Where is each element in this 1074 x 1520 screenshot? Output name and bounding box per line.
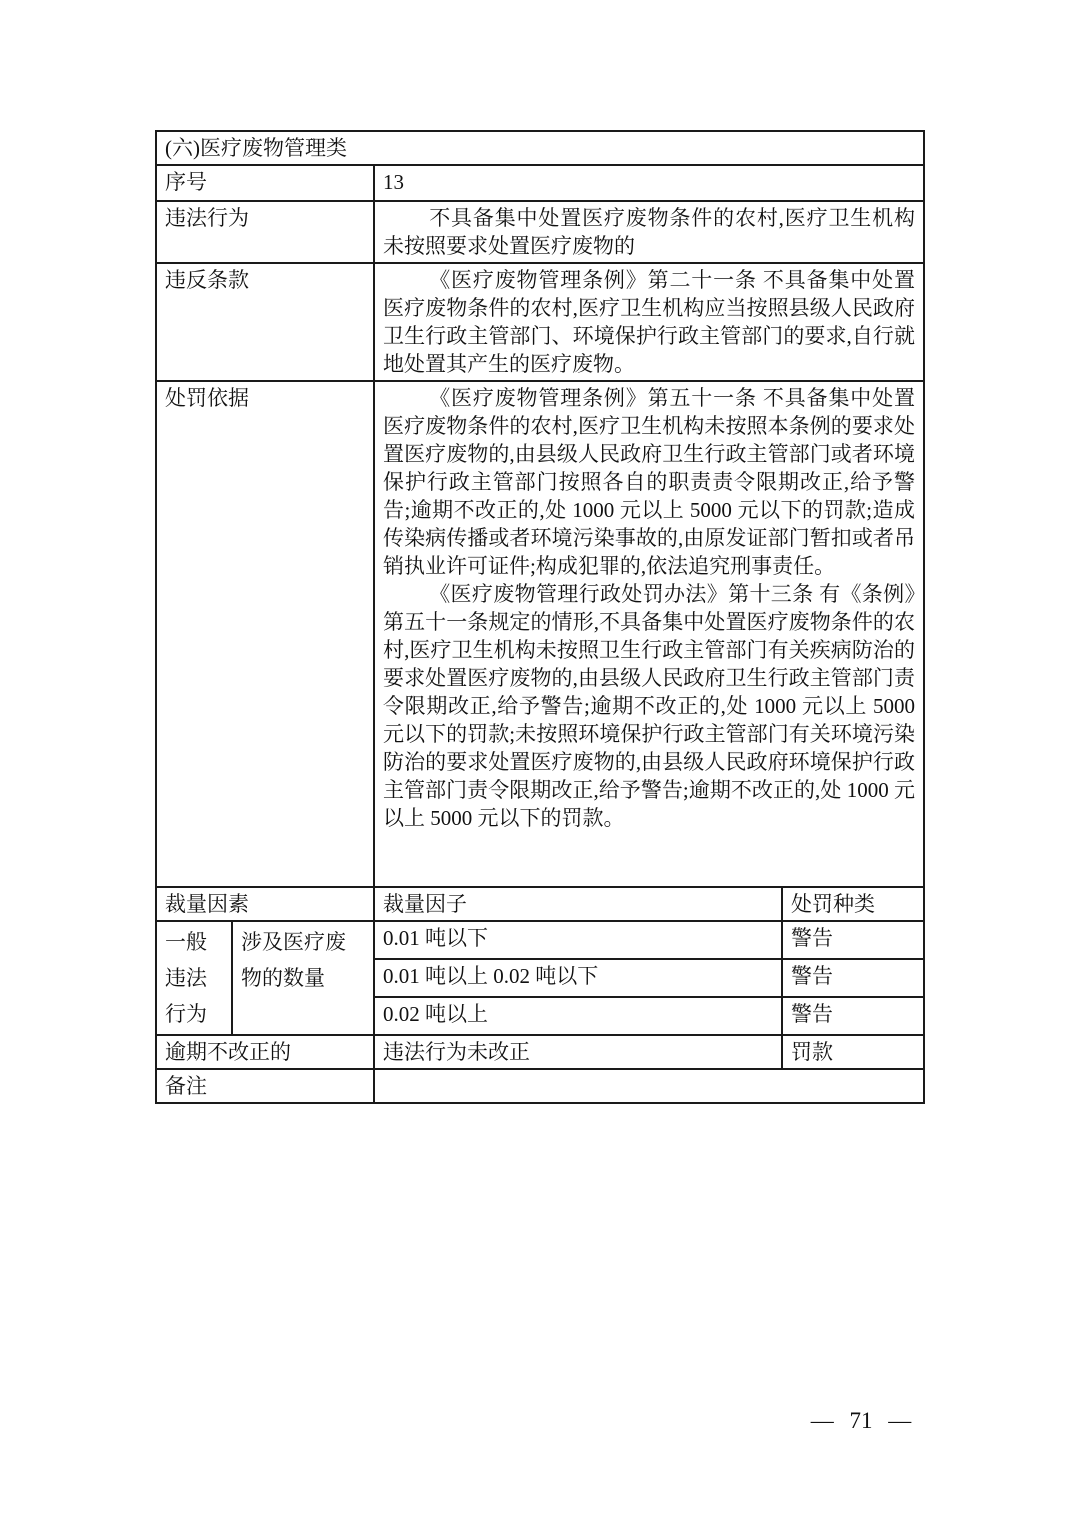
serial-value: 13 <box>374 165 924 201</box>
waste-quantity-label: 涉及医疗废物的数量 <box>232 921 374 1035</box>
remark-row <box>156 1069 924 1103</box>
violation-value-cell <box>374 201 924 263</box>
penalty-basis-row <box>156 381 924 887</box>
overdue-label: 逾期不改正的 <box>156 1035 374 1069</box>
factor-value-2: 0.01 吨以上 0.02 吨以下 <box>374 959 782 997</box>
clause-value: 《医疗废物管理条例》第二十一条 不具备集中处置医疗废物条件的农村,医疗卫生机构应当按照县级人民政府卫生行政主管部门、环境保护行政主管部门的要求,自行就地处置其产生的医疗废物。 <box>383 268 915 376</box>
penalty-basis-label: 处罚依据 <box>156 381 374 887</box>
penalty-basis-paragraph-2: 《医疗废物管理行政处罚办法》第十三条 有《条例》第五十一条规定的情形,不具备集中处置医疗废物条件的农村,医疗卫生机构未按照卫生行政主管部门有关疾病防治的要求处置医疗废物的,由县级人民政府卫生行政主管部门责令限期改正,给予警告;逾期不改正的,处 1000 元以上 5000 元以下的罚款;未按照环境保护行政主管部门有关环境污染防治的要求处置医疗废物的,由县级人民政府环境保护行政主管部门责令限期改正,给予警告;逾期不改正的,处 1000 元以上 5000 元以下的罚款。 <box>383 582 915 830</box>
serial-row <box>156 165 924 201</box>
remark-value <box>374 1069 924 1103</box>
discretion-header-row <box>156 887 924 921</box>
violation-value: 不具备集中处置医疗废物条件的农村,医疗卫生机构未按照要求处置医疗废物的 <box>383 206 915 258</box>
regulation-table <box>155 130 925 1104</box>
violation-row <box>156 201 924 263</box>
remark-label: 备注 <box>156 1069 374 1103</box>
discretion-row-1 <box>156 921 924 959</box>
section-title-row <box>156 131 924 165</box>
discretion-penalty-col-header: 处罚种类 <box>782 887 924 921</box>
clause-value-cell <box>374 263 924 381</box>
discretion-factor-col-header: 裁量因子 <box>374 887 782 921</box>
discretion-factor-header: 裁量因素 <box>156 887 374 921</box>
factor-value-3: 0.02 吨以上 <box>374 997 782 1035</box>
clause-row <box>156 263 924 381</box>
overdue-penalty-value: 罚款 <box>782 1035 924 1069</box>
overdue-factor-value: 违法行为未改正 <box>374 1035 782 1069</box>
factor-value-1: 0.01 吨以下 <box>374 921 782 959</box>
clause-label: 违反条款 <box>156 263 374 381</box>
penalty-value-1: 警告 <box>782 921 924 959</box>
penalty-basis-value-cell <box>374 381 924 887</box>
section-title: (六)医疗废物管理类 <box>156 131 924 165</box>
penalty-value-3: 警告 <box>782 997 924 1035</box>
penalty-basis-paragraph-1: 《医疗废物管理条例》第五十一条 不具备集中处置医疗废物条件的农村,医疗卫生机构未按照本条例的要求处置医疗废物的,由县级人民政府卫生行政主管部门或者环境保护行政主管部门按照各自的职责责令限期改正,给予警告;逾期不改正的,处 1000 元以上 5000 元以下的罚款;造成传染病传播或者环境污染事故的,由原发证部门暂扣或者吊销执业许可证件;构成犯罪的,依法追究刑事责任。 <box>383 386 915 578</box>
penalty-value-2: 警告 <box>782 959 924 997</box>
violation-label: 违法行为 <box>156 201 374 263</box>
page-number: — 71 — <box>810 1408 912 1433</box>
overdue-row <box>156 1035 924 1069</box>
general-violation-label: 一般违法行为 <box>156 921 232 1035</box>
serial-label: 序号 <box>156 165 374 201</box>
